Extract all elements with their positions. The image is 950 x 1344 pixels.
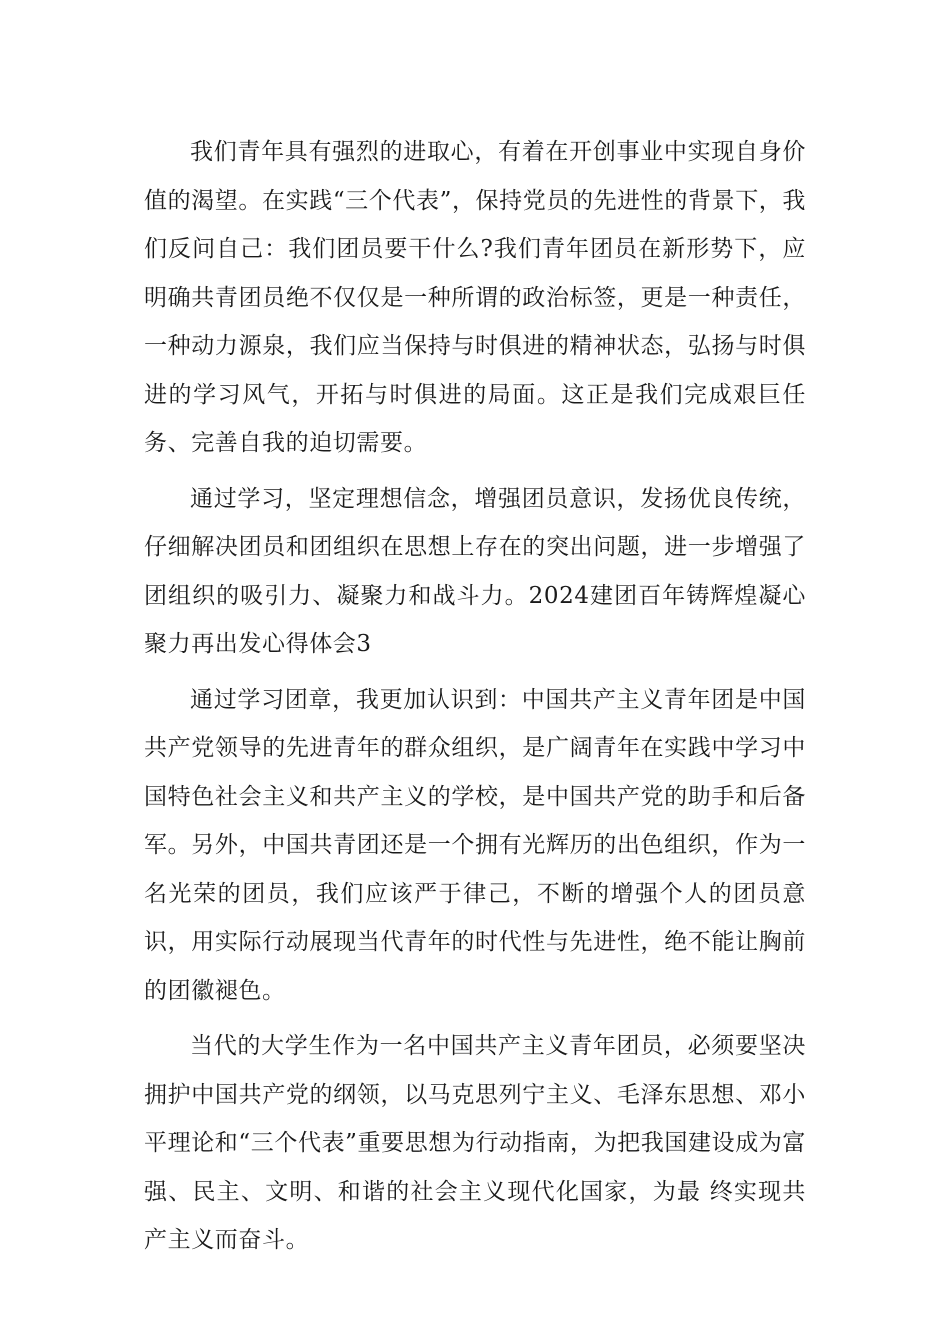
paragraph-3: 通过学习团章，我更加认识到：中国共产主义青年团是中国共产党领导的先进青年的群众组织，是广阔青年在实践中学习中国特色社会主义和共产主义的学校，是中国共产党的助手和后备军。另外，中国共青团还是一个拥有光辉历的出色组织，作为一名光荣的团员，我们应该严于律己，不断的增强个人的团员意识，用实际行动展现当代青年的时代性与先进性，绝不能让胸前的团徽褪色。 [144,686,806,1004]
paragraph-1: 我们青年具有强烈的进取心，有着在开创事业中实现自身价值的渴望。在实践“三个代表”，保持党员的先进性的背景下，我们反问自己：我们团员要干什么?我们青年团员在新形势下，应明确共青团员绝不仅仅是一种所谓的政治标签，更是一种责任，一种动力源泉，我们应当保持与时俱进的精神状态，弘扬与时俱进的学习风气，开拓与时俱进的局面。这正是我们完成艰巨任务、完善自我的迫切需要。 [144,139,806,456]
document-body [144,128,806,1272]
paragraph-4: 当代的大学生作为一名中国共产主义青年团员，必须要坚决拥护中国共产党的纲领，以马克思列宁主义、毛泽东思想、邓小平理论和“三个代表”重要思想为行动指南，为把我国建设成为富强、民主、文明、和谐的社会主义现代化国家，为最 终实现共产主义而奋斗。 [144,1033,806,1253]
paragraph-2: 通过学习，坚定理想信念，增强团员意识，发扬优良传统，仔细解决团员和团组织在思想上存在的突出问题，进一步增强了团组织的吸引力、凝聚力和战斗力。2024建团百年铸辉煌凝心聚力再出发心得体会3 [144,485,806,657]
